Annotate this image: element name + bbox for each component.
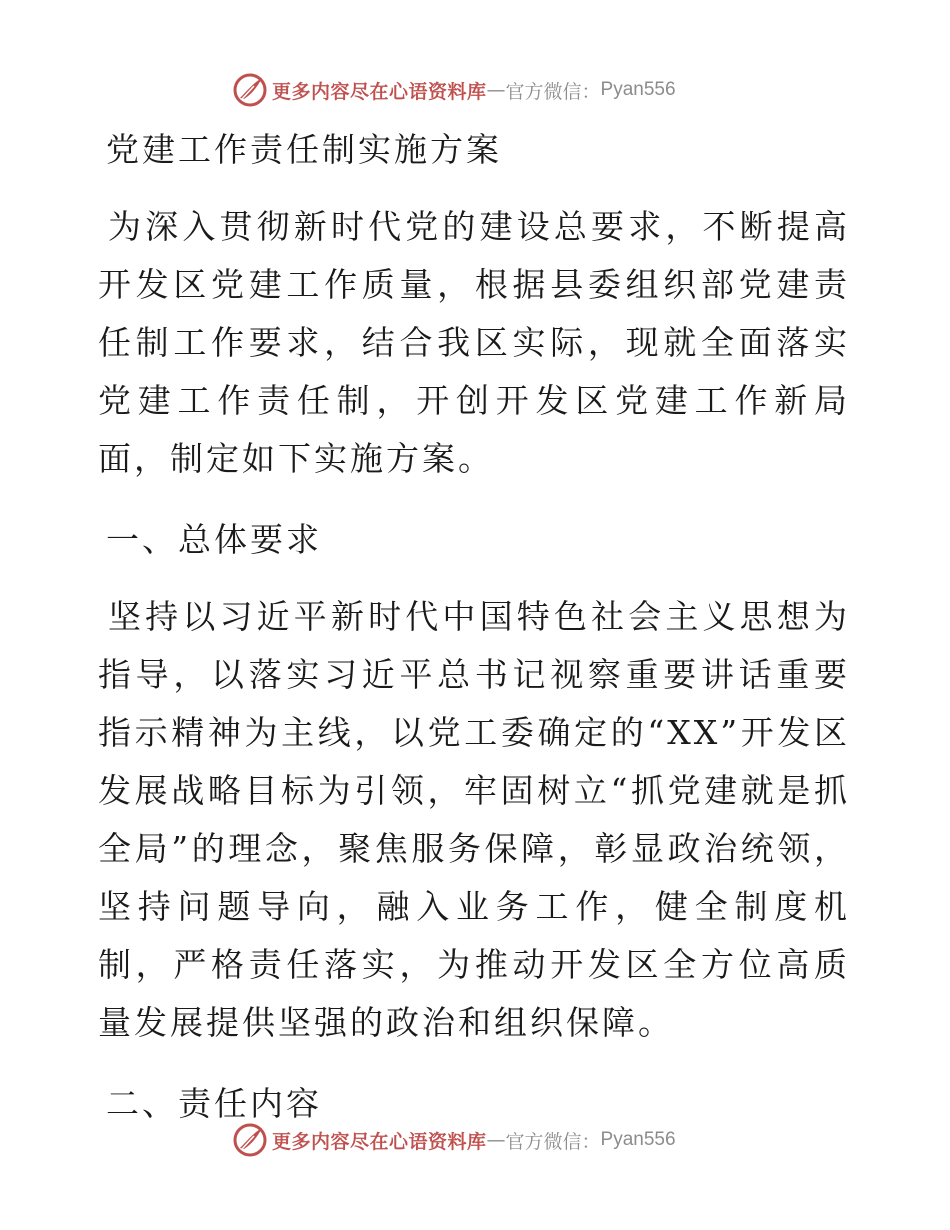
header-banner — [232, 70, 676, 110]
banner-wechat-id: Pyan556 — [600, 79, 676, 100]
banner-text: 更多内容尽在心语资料库 — [272, 80, 487, 103]
banner-separator: — — [486, 79, 506, 101]
section-2-heading: 二、责任内容 — [106, 1084, 322, 1123]
document-body — [98, 120, 850, 1130]
feather-pen-logo-icon — [232, 72, 268, 108]
banner-separator: — — [486, 1129, 506, 1151]
banner-wechat-id: Pyan556 — [600, 1129, 676, 1150]
section-1-heading: 一、总体要求 — [106, 520, 322, 559]
banner-wechat-label: 官方微信： — [505, 1130, 601, 1153]
section-1-paragraph: 坚持以习近平新时代中国特色社会主义思想为指导，以落实习近平总书记视察重要讲话重要指示精神为主线，以党工委确定的“XX”开发区发展战略目标为引领，牢固树立“抓党建就是抓全局”的理念，聚焦服务保障，彰显政治统领，坚持问题导向，融入业务工作，健全制度机制，严格责任落实，为推动开发区全方位高质量发展提供坚强的政治和组织保障。 — [98, 597, 850, 1042]
banner-text: 更多内容尽在心语资料库 — [272, 1130, 487, 1153]
document-title: 党建工作责任制实施方案 — [106, 130, 502, 169]
feather-pen-logo-icon — [232, 1122, 268, 1158]
banner-wechat-label: 官方微信： — [505, 80, 601, 103]
intro-paragraph: 为深入贯彻新时代党的建设总要求，不断提高开发区党建工作质量，根据县委组织部党建责任制工作要求，结合我区实际，现就全面落实党建工作责任制，开创开发区党建工作新局面，制定如下实施方案。 — [98, 207, 850, 478]
footer-banner — [232, 1120, 676, 1160]
